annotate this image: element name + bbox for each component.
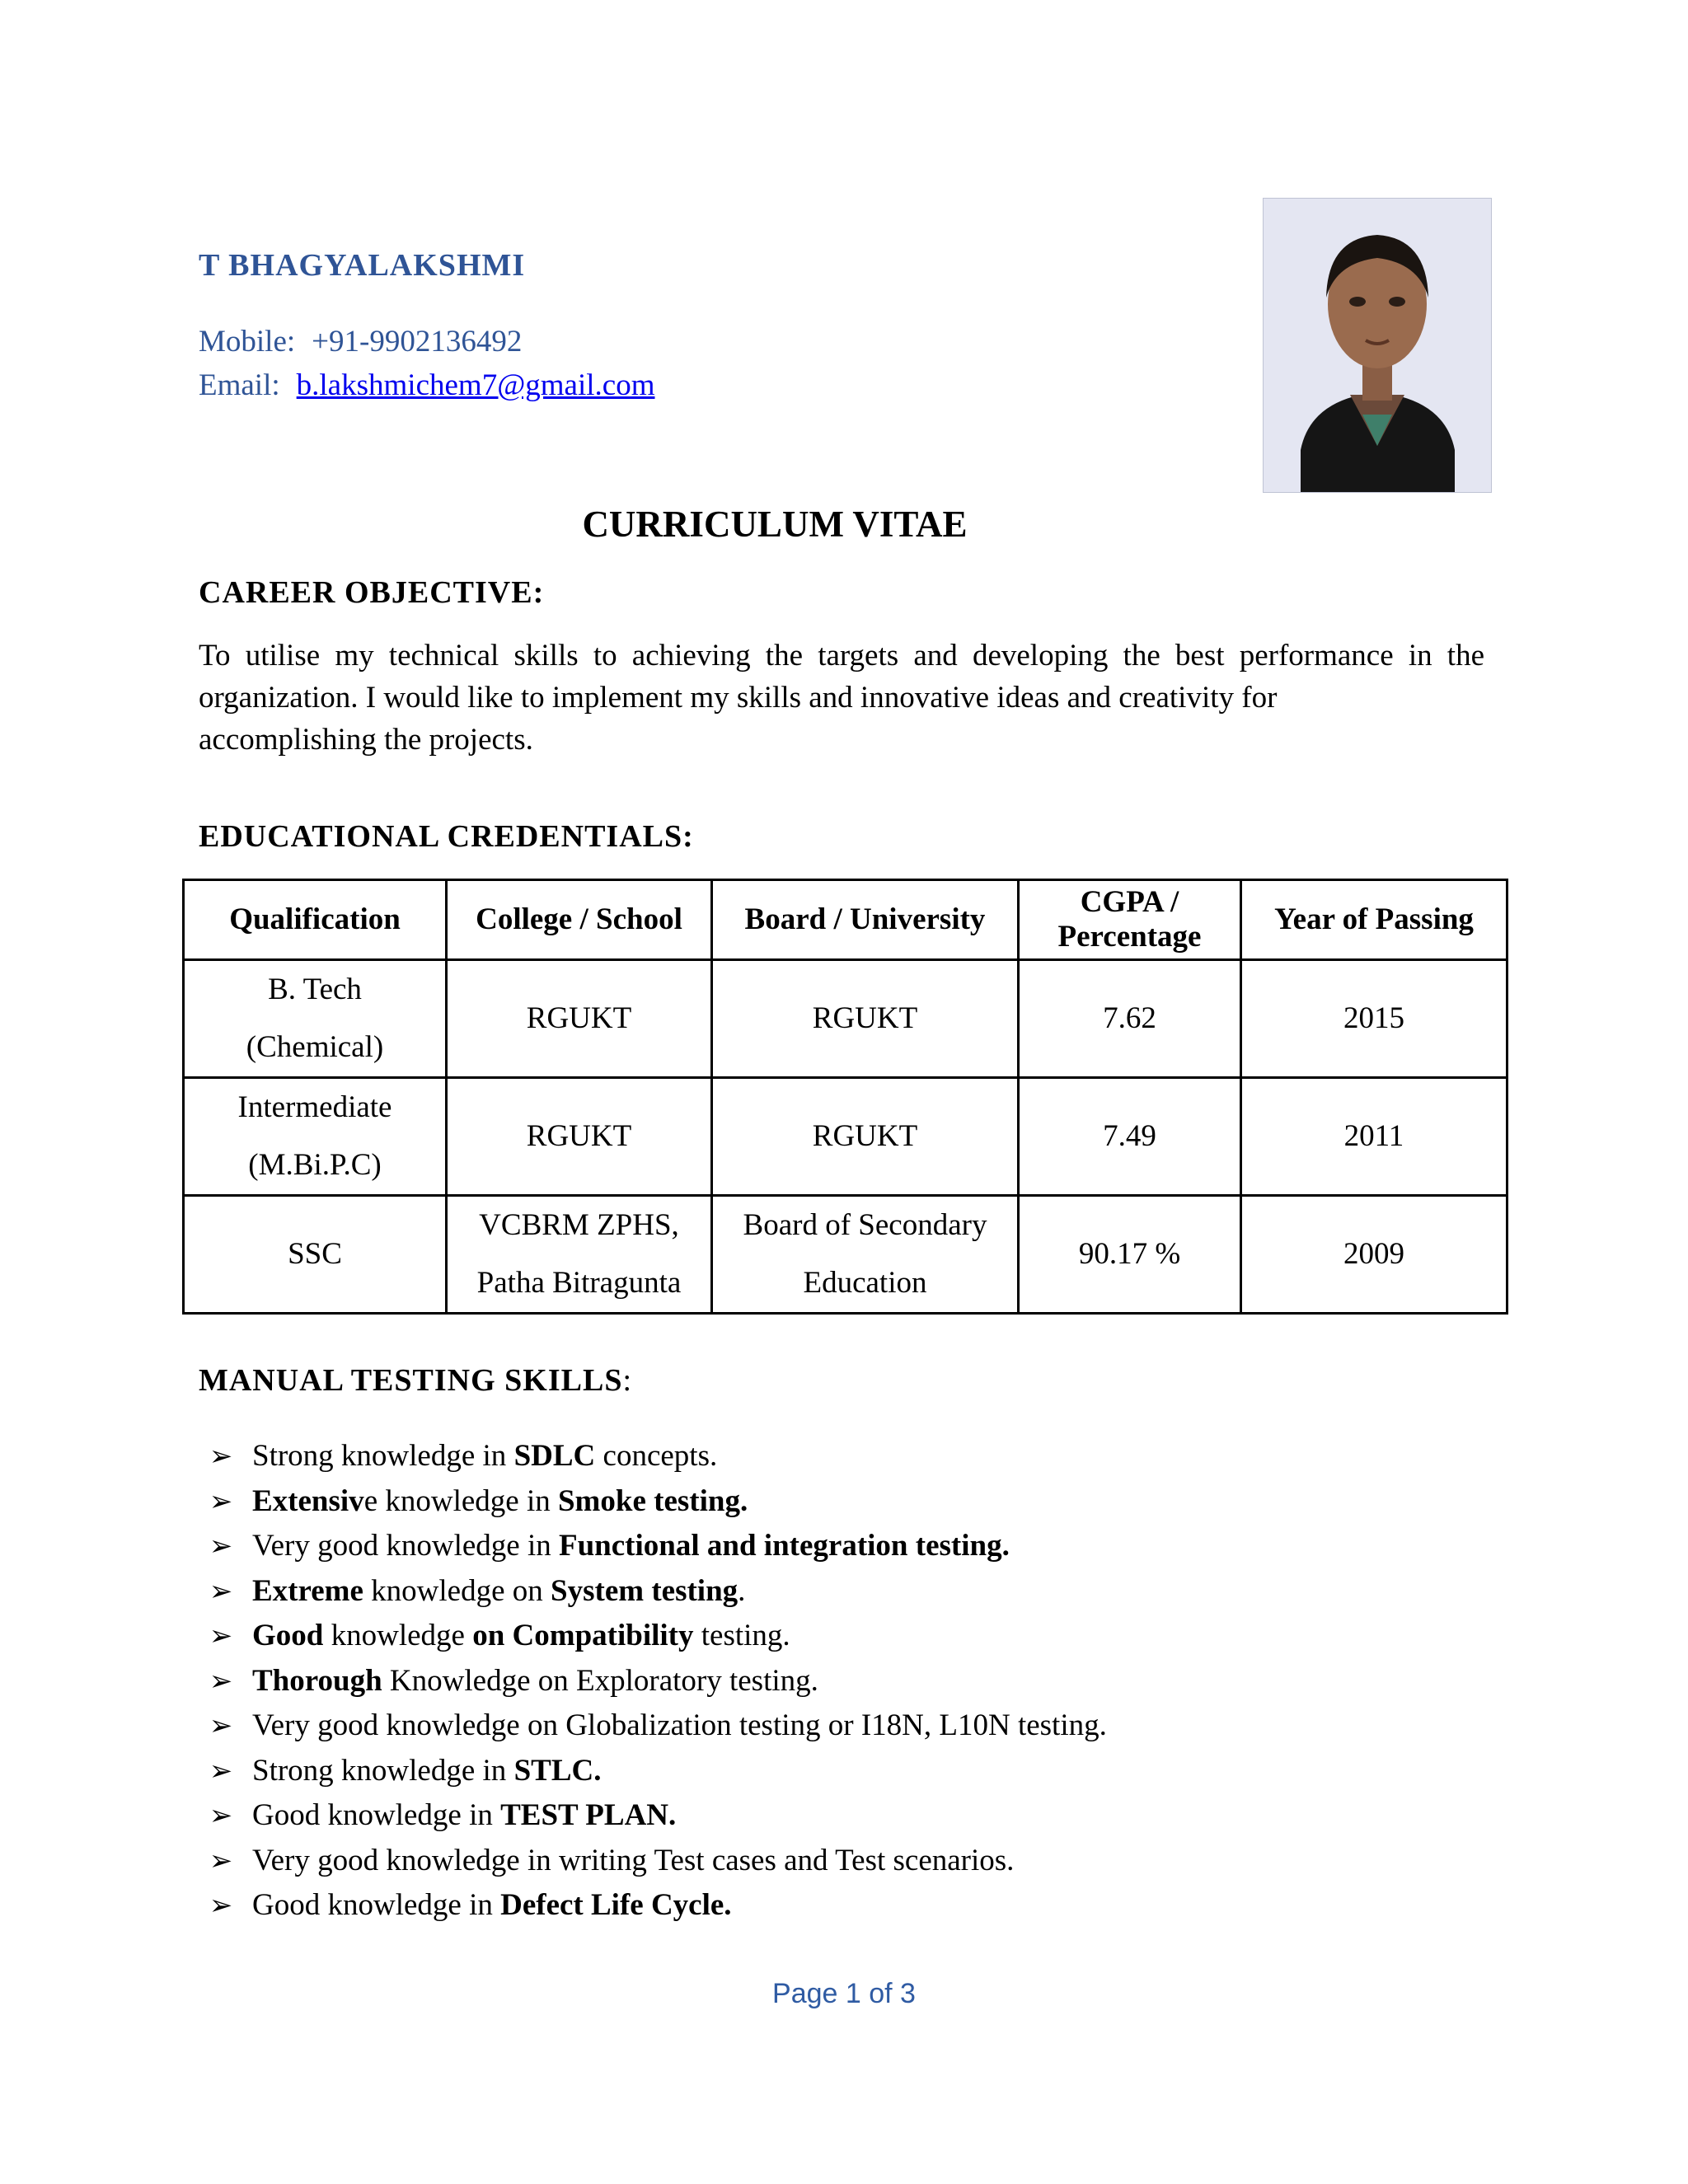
cell-score: 90.17 %: [1019, 1196, 1241, 1314]
col-header-year: Year of Passing: [1241, 880, 1507, 960]
arrow-bullet-icon: ➢: [209, 1484, 233, 1518]
manual-testing-heading-colon: :: [622, 1363, 633, 1398]
skill-item: [209, 1659, 1107, 1704]
arrow-bullet-icon: ➢: [209, 1844, 233, 1877]
arrow-bullet-icon: ➢: [209, 1754, 233, 1788]
objective-line: accomplishing the projects.: [199, 723, 533, 757]
objective-line: organization. I would like to implement my skills and innovative ideas and creativity for: [199, 681, 1278, 715]
skill-item: [209, 1883, 1107, 1929]
col-header-college: College / School: [447, 880, 712, 960]
cell-line: B. Tech: [268, 972, 362, 1006]
skill-text: Very good knowledge in: [252, 1529, 559, 1563]
skill-text: testing.: [693, 1619, 790, 1652]
skill-item: [209, 1434, 1107, 1479]
col-header-qualification: Qualification: [184, 880, 447, 960]
mobile-value: +91-9902136492: [312, 325, 523, 359]
skill-text: Very good knowledge in writing Test cases and Test scenarios.: [252, 1843, 1015, 1877]
education-heading: EDUCATIONAL CREDENTIALS:: [199, 819, 694, 854]
objective-line: To utilise my technical skills to achieving the targets and developing the best performance in the: [199, 639, 1484, 673]
arrow-bullet-icon: ➢: [209, 1530, 233, 1563]
email-link[interactable]: b.lakshmichem7@gmail.com: [296, 368, 655, 402]
table-row: [184, 960, 1507, 1078]
skill-item: [209, 1524, 1107, 1569]
arrow-bullet-icon: ➢: [209, 1799, 233, 1832]
skill-item: [209, 1704, 1107, 1749]
table-row: [184, 1078, 1507, 1196]
cell-board: [712, 1196, 1019, 1314]
education-table: [182, 879, 1508, 1315]
arrow-bullet-icon: ➢: [209, 1664, 233, 1698]
skill-text: Defect Life Cycle.: [500, 1888, 732, 1922]
skill-text: Good knowledge in: [252, 1798, 501, 1832]
cell-college: RGUKT: [447, 960, 712, 1078]
cell-score: 7.49: [1019, 1078, 1241, 1196]
skill-text: e knowledge in: [363, 1483, 558, 1518]
cell-year: 2011: [1241, 1078, 1507, 1196]
skill-text: concepts.: [595, 1439, 718, 1473]
mobile-label: Mobile:: [199, 325, 296, 359]
skills-list: [209, 1434, 1107, 1929]
skill-text: on Compatibility: [472, 1619, 694, 1652]
cell-line: Intermediate: [237, 1090, 392, 1124]
skill-text: knowledge on: [363, 1573, 551, 1608]
career-objective-heading: CAREER OBJECTIVE:: [199, 575, 545, 610]
document-title: CURRICULUM VITAE: [582, 504, 968, 545]
skill-text: Strong knowledge in: [252, 1439, 514, 1473]
arrow-bullet-icon: ➢: [209, 1440, 233, 1473]
skill-text: .: [738, 1573, 746, 1608]
cgpa-header-line: Percentage: [1057, 920, 1202, 954]
skill-item: [209, 1839, 1107, 1884]
cell-college: RGUKT: [447, 1078, 712, 1196]
skill-text: Knowledge on Exploratory testing.: [382, 1663, 818, 1698]
cell-qualification: [184, 1078, 447, 1196]
skill-item: [209, 1793, 1107, 1839]
arrow-bullet-icon: ➢: [209, 1619, 233, 1652]
skill-text: Very good knowledge on Globalization testing or I18N, L10N testing.: [252, 1708, 1107, 1742]
cell-year: 2015: [1241, 960, 1507, 1078]
email-label: Email:: [199, 368, 280, 402]
cgpa-header-line: CGPA /: [1080, 885, 1179, 919]
manual-testing-heading: [199, 1362, 632, 1399]
cell-college: [447, 1196, 712, 1314]
cell-board: RGUKT: [712, 1078, 1019, 1196]
skill-text: Extreme: [252, 1573, 363, 1608]
career-objective-text: [199, 635, 1484, 761]
cell-line: (M.Bi.P.C): [248, 1148, 382, 1182]
skill-item: [209, 1614, 1107, 1659]
page-number: Page 1 of 3: [772, 1978, 916, 2009]
col-header-board: Board / University: [712, 880, 1019, 960]
skill-text: STLC.: [513, 1753, 602, 1788]
skill-item: [209, 1479, 1107, 1525]
arrow-bullet-icon: ➢: [209, 1889, 233, 1922]
skill-text: Extensiv: [252, 1483, 364, 1518]
skill-text: Good knowledge in: [252, 1888, 501, 1922]
skill-text: Strong knowledge in: [252, 1753, 514, 1788]
skill-text: knowledge: [323, 1619, 473, 1652]
cell-year: 2009: [1241, 1196, 1507, 1314]
skill-text: Functional and integration testing.: [559, 1529, 1010, 1563]
table-row: [184, 1196, 1507, 1314]
skill-text: TEST PLAN.: [500, 1798, 677, 1832]
skill-item: [209, 1569, 1107, 1615]
profile-photo: [1263, 198, 1492, 493]
cell-qualification: SSC: [184, 1196, 447, 1314]
cell-score: 7.62: [1019, 960, 1241, 1078]
skill-text: System testing: [551, 1573, 738, 1608]
cell-line: Education: [803, 1266, 927, 1300]
cell-qualification: [184, 960, 447, 1078]
manual-testing-heading-text: MANUAL TESTING SKILLS: [199, 1363, 623, 1398]
skill-text: SDLC: [513, 1439, 596, 1473]
skill-text: Thorough: [252, 1663, 382, 1698]
cell-line: VCBRM ZPHS,: [479, 1208, 679, 1242]
cell-line: Patha Bitragunta: [476, 1266, 682, 1300]
email-line: [199, 368, 654, 403]
cell-line: (Chemical): [246, 1030, 384, 1064]
cell-line: Board of Secondary: [743, 1208, 987, 1242]
skill-text: Smoke testing.: [557, 1483, 748, 1518]
candidate-name: T BHAGYALAKSHMI: [199, 248, 526, 283]
arrow-bullet-icon: ➢: [209, 1709, 233, 1742]
table-header-row: [184, 880, 1507, 960]
skill-item: [209, 1749, 1107, 1794]
mobile-line: [199, 324, 522, 359]
arrow-bullet-icon: ➢: [209, 1574, 233, 1608]
skill-text: Good: [252, 1619, 324, 1652]
cell-board: RGUKT: [712, 960, 1019, 1078]
col-header-cgpa: [1019, 880, 1241, 960]
